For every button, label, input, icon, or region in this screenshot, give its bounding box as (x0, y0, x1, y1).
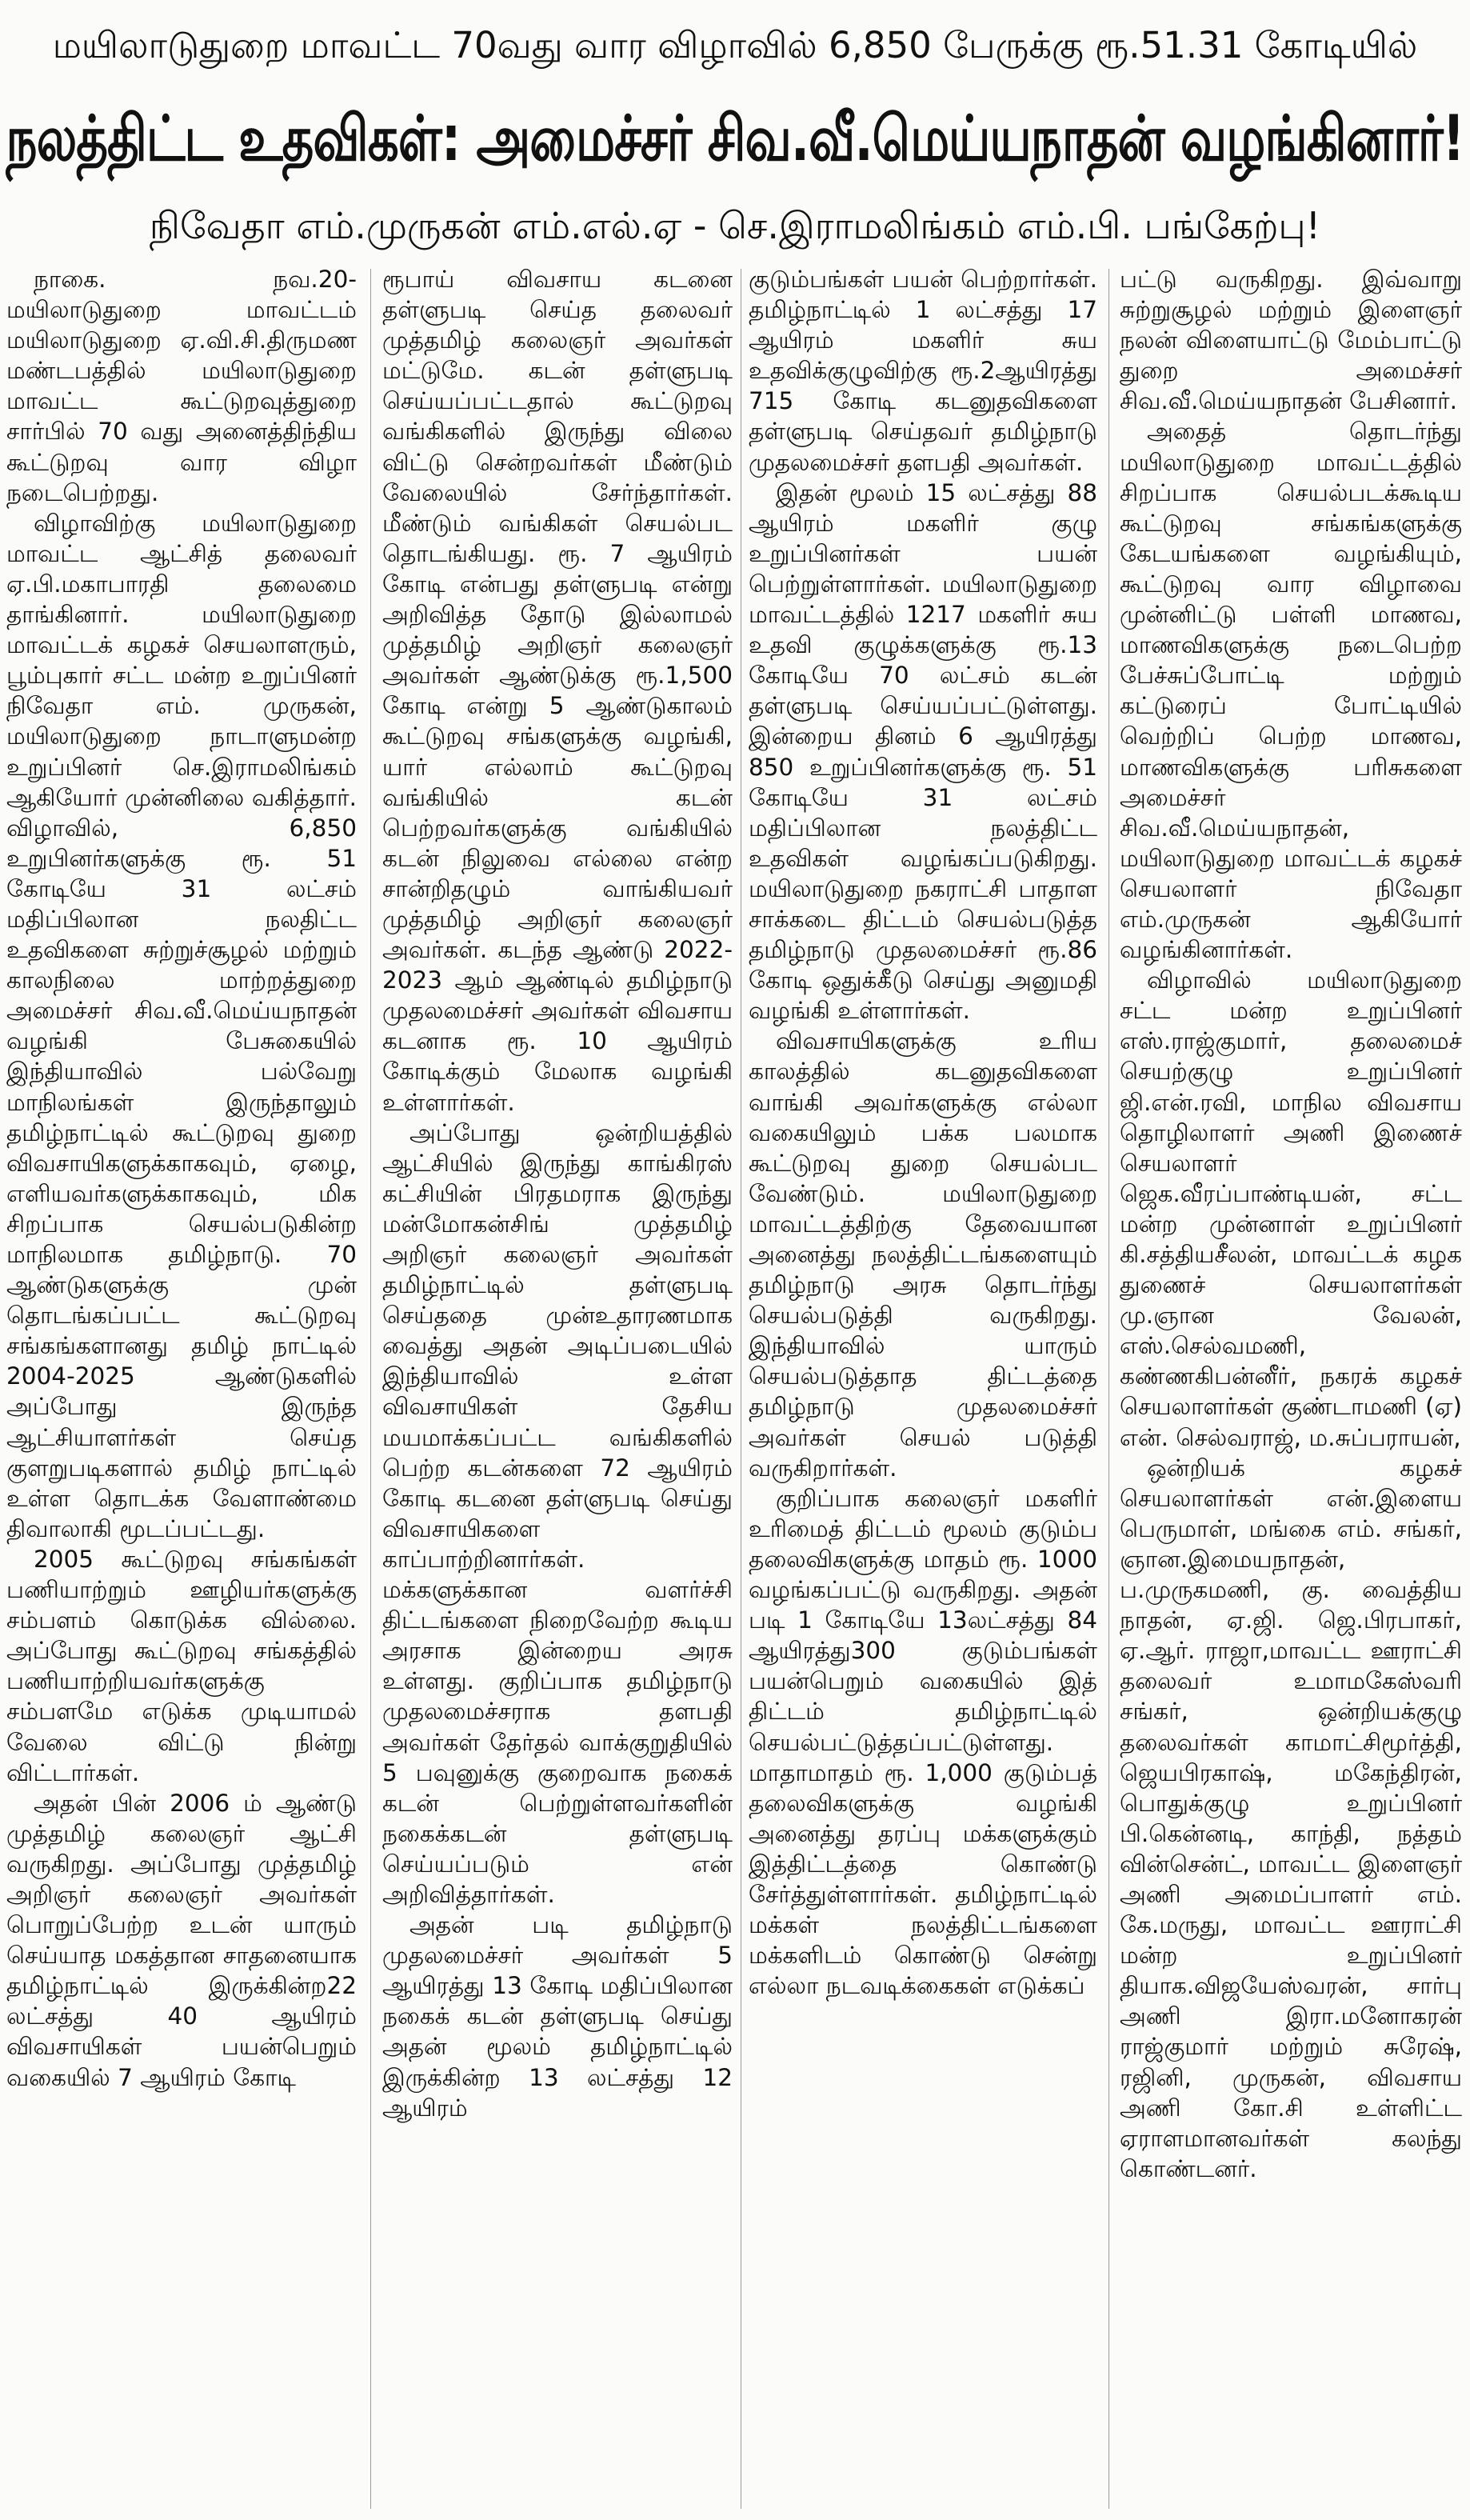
paragraph: அதன் பின் 2006 ம் ஆண்டு முத்தமிழ் கலைஞர் ஆட்சி வருகிறது. அப்போது முத்தமிழ் அறிஞர் கலைஞர் அவர்கள் பொறுப்பேற்ற உடன் யாரும் செய்யாத மகத்தான சாதனையாக தமிழ்நாட்டில் இருக்கின்ற22 லட்சத்து 40 ஆயிரம் விவசாயிகள் பயன்பெறும் வகையில் 7 ஆயிரம் கோடி (6, 1789, 365, 2091)
article-subheadline: நிவேதா எம்.முருகன் எம்.எல்.ஏ - செ.இராமலிங்கம் எம்.பி. பங்கேற்பு! (149, 203, 1321, 247)
article-headline: நலத்திட்ட உதவிகள்: அமைச்சர் சிவ.வீ.மெய்யநாதன் வழங்கினார்! (6, 102, 1464, 175)
paragraph: அப்போது ஒன்றியத்தில் ஆட்சியில் இருந்து காங்கிரஸ் கட்சியின் பிரதமராக இருந்து மன்மோகன்சிங் முத்தமிழ் அறிஞர் கலைஞர் அவர்கள் தமிழ்நாட்டில் தள்ளுபடி செய்ததை முன்உதாரணமாக வைத்து அதன் அடிப்படையில் இந்தியாவில் உள்ள விவசாயிகள் தேசிய மயமாக்கப்பட்ட வங்கிகளில் பெற்ற கடன்களை 72 ஆயிரம் கோடி கடனை தள்ளுபடி செய்து விவசாயிகளை காப்பாற்றினார்கள். மக்களுக்கான வளர்ச்சி திட்டங்களை நிறைவேற்ற கூடிய அரசாக இன்றைய அரசு உள்ளது. குறிப்பாக தமிழ்நாடு முதலமைச்சராக தளபதி அவர்கள் தேர்தல் வாக்குறுதியில் 5 பவுனுக்கு குறைவாக நகைக் கடன் பெற்றுள்ளவர்களின் நகைக்கடன் தள்ளுபடி செய்யப்படும் என் அறிவித்தார்கள். (382, 1118, 741, 1908)
paragraph: விழாவிற்கு மயிலாடுதுறை மாவட்ட ஆட்சித் தலைவர் ஏ.பி.மகாபாரதி தலைமை தாங்கினார். மயிலாடுதுறை மாவட்டக் கழகச் செயலாளரும், பூம்புகார் சட்ட மன்ற உறுப்பினர் நிவேதா எம். முருகன், மயிலாடுதுறை நாடாளுமன்ற உறுப்பினர் செ.இராமலிங்கம் ஆகியோர் முன்னிலை வகித்தார். விழாவில், 6,850 உறுபினர்களுக்கு ரூ. 51 கோடியே 31 லட்சம் மதிப்பிலான நலதிட்ட உதவிகளை சுற்றுச்சூழல் மற்றும் காலநிலை மாற்றத்துறை அமைச்சர் சிவ.வீ.மெய்யநாதன் வழங்கி பேசுகையில் இந்தியாவில் பல்வேறு மாநிலங்கள் இருந்தாலும் தமிழ்நாட்டில் கூட்டுறவு துறை விவசாயிகளுக்காகவும், ஏழை, எளியவர்களுக்காகவும், மிக சிறப்பாக செயல்படுகின்ற மாநிலமாக தமிழ்நாடு. 70 ஆண்டுகளுக்கு முன் தொடங்கப்பட்ட கூட்டுறவு சங்கங்களானது தமிழ் நாட்டில் 2004-2025 ஆண்டுகளில் அப்போது இருந்த ஆட்சியாளர்கள் செய்த குளறுபடிகளால் தமிழ் நாட்டில் உள்ள தொடக்க வேளாண்மை திவாலாகி மூடப்பட்டது. (6, 509, 365, 1542)
paragraph: ஒன்றியக் கழகச் செயலாளர்கள் என்.இளைய பெருமாள், மங்கை எம். சங்கர், ஞான.இமையநாதன், ப.முருகமணி, கு. வைத்திய நாதன், ஏ.ஜி. ஜெ.பிரபாகர், ஏ.ஆர். ராஜா,மாவட்ட ஊராட்சி தலைவர் உமாமகேஸ்வரி சங்கர், ஒன்றியக்குழு தலைவர்கள் காமாட்சிமூர்த்தி, ஜெயபிரகாஷ், மகேந்திரன், பொதுக்குழு உறுப்பினர் பி.கென்னடி, காந்தி, நத்தம் வின்சென்ட், மாவட்ட இளைஞர் அணி அமைப்பாளர் எம். கே.மருது, மாவட்ட ஊராட்சி மன்ற உறுப்பினர் தியாக.விஜயேஸ்வரன், சார்பு அணி இரா.மனோகரன் ராஜ்குமார் மற்றும் சுரேஷ், ரஜினி, முருகன், விவசாய அணி கோ.சி உள்ளிட்ட ஏராளமானவர்கள் கலந்து கொண்டனர். (1120, 1454, 1470, 2182)
paragraph: 2005 கூட்டுறவு சங்கங்கள் பணியாற்றும் ஊழியர்களுக்கு சம்பளம் கொடுக்க வில்லை. அப்போது கூட்டுறவு சங்கத்தில் பணியாற்றியவர்களுக்கு சம்பளமே எடுக்க முடியாமல் வேலை விட்டு நின்று விட்டார்கள். (6, 1545, 365, 1786)
column-divider (1108, 269, 1109, 2509)
article-column-2 (382, 264, 741, 2514)
article-kicker: மயிலாடுதுறை மாவட்ட 70வது வார விழாவில் 6,850 பேருக்கு ரூ.51.31 கோடியில் (52, 23, 1418, 66)
paragraph: விழாவில் மயிலாடுதுறை சட்ட மன்ற உறுப்பினர் எஸ்.ராஜ்குமார், தலைமைச் செயற்குழு உறுப்பினர் ஜி.என்.ரவி, மாநில விவசாய தொழிலாளர் அணி இணைச் செயலாளர் ஜெக.வீரப்பாண்டியன், சட்ட மன்ற முன்னாள் உறுப்பினர் கி.சத்தியசீலன், மாவட்டக் கழக துணைச் செயலாளர்கள் மு.ஞான வேலன், எஸ்.செல்வமணி, கண்ணகிபன்னீர், நகரக் கழகச் செயலாளர்கள் குண்டாமணி (ஏ) என். செல்வராஜ், ம.சுப்பராயன், (1120, 966, 1470, 1451)
column-divider (370, 269, 371, 2509)
paragraph: விவசாயிகளுக்கு உரிய காலத்தில் கடனுதவிகளை வாங்கி அவர்களுக்கு எல்லா வகையிலும் பக்க பலமாக கூட்டுறவு துறை செயல்பட வேண்டும். மயிலாடுதுறை மாவட்டத்திற்கு தேவையான அனைத்து நலத்திட்டங்களையும் தமிழ்நாடு அரசு தொடர்ந்து செயல்படுத்தி வருகிறது. இந்தியாவில் யாரும் செயல்படுத்தாத திட்டத்தை தமிழ்நாடு முதலமைச்சர் அவர்கள் செயல் படுத்தி வருகிறார்கள். (749, 1027, 1105, 1482)
paragraph: இதன் மூலம் 15 லட்சத்து 88 ஆயிரம் மகளிர் குழு உறுப்பினர்கள் பயன் பெற்றுள்ளார்கள். மயிலாடுதுறை மாவட்டத்தில் 1217 மகளிர் சுய உதவி குழுக்களுக்கு ரூ.13 கோடியே 70 லட்சம் கடன் தள்ளுபடி செய்யப்பட்டுள்ளது. இன்றைய தினம் 6 ஆயிரத்து 850 உறுப்பினர்களுக்கு ரூ. 51 கோடியே 31 லட்சம் மதிப்பிலான நலத்திட்ட உதவிகள் வழங்கப்படுகிறது. மயிலாடுதுறை நகராட்சி பாதாள சாக்கடை திட்டம் செயல்படுத்த தமிழ்நாடு முதலமைச்சர் ரூ.86 கோடி ஒதுக்கீடு செய்து அனுமதி வழங்கி உள்ளார்கள். (749, 478, 1105, 1025)
article-body (0, 264, 1470, 2516)
paragraph: அதைத் தொடர்ந்து மயிலாடுதுறை மாவட்டத்தில் சிறப்பாக செயல்படக்கூடிய கூட்டுறவு சங்கங்களுக்கு கேடயங்களை வழங்கியும், கூட்டுறவு வார விழாவை முன்னிட்டு பள்ளி மாணவ, மாணவிகளுக்கு நடைபெற்ற பேச்சுப்போட்டி மற்றும் கட்டுரைப் போட்டியில் வெற்றிப் பெற்ற மாணவ, மாணவிகளுக்கு பரிசுகளை அமைச்சர் சிவ.வீ.மெய்யநாதன், மயிலாடுதுறை மாவட்டக் கழகச் செயலாளர் நிவேதா எம்.முருகன் ஆகியோர் வழங்கினார்கள். (1120, 418, 1470, 964)
article-column-3 (749, 264, 1105, 2514)
paragraph: குடும்பங்கள் பயன் பெற்றார்கள். தமிழ்நாட்டில் 1 லட்சத்து 17 ஆயிரம் மகளிர் சுய உதவிக்குழுவிற்கு ரூ.2ஆயிரத்து 715 கோடி கடனுதவிகளை தள்ளுபடி செய்தவர் தமிழ்நாடு முதலமைச்சர் தளபதி அவர்கள். (749, 266, 1105, 476)
paragraph: அதன் படி தமிழ்நாடு முதலமைச்சர் அவர்கள் 5 ஆயிரத்து 13 கோடி மதிப்பிலான நகைக் கடன் தள்ளுபடி செய்து அதன் மூலம் தமிழ்நாட்டில் இருக்கின்ற 13 லட்சத்து 12 ஆயிரம் (382, 1911, 741, 2122)
paragraph: குறிப்பாக கலைஞர் மகளிர் உரிமைத் திட்டம் மூலம் குடும்ப தலைவிகளுக்கு மாதம் ரூ. 1000 வழங்கப்பட்டு வருகிறது. அதன் படி 1 கோடியே 13லட்சத்து 84 ஆயிரத்து300 குடும்பங்கள் பயன்பெறும் வகையில் இத் திட்டம் தமிழ்நாட்டில் செயல்பட்டுத்தப்பட்டுள்ளது. மாதாமாதம் ரூ. 1,000 குடும்பத் தலைவிகளுக்கு வழங்கி அனைத்து தரப்பு மக்களுக்கும் இத்திட்டத்தை கொண்டு சேர்த்துள்ளார்கள். தமிழ்நாட்டில் மக்கள் நலத்திட்டங்களை மக்களிடம் கொண்டு சென்று எல்லா நடவடிக்கைகள் எடுக்கப் (749, 1484, 1105, 2000)
paragraph: ரூபாய் விவசாய கடனை தள்ளுபடி செய்த தலைவர் முத்தமிழ் கலைஞர் அவர்கள் மட்டுமே. கடன் தள்ளுபடி செய்யப்பட்டதால் கூட்டுறவு வங்கிகளில் இருந்து விலை விட்டு சென்றவர்கள் மீண்டும் வேலையில் சேர்ந்தார்கள். மீண்டும் வங்கிகள் செயல்பட தொடங்கியது. ரூ. 7 ஆயிரம் கோடி என்பது தள்ளுபடி என்று அறிவித்த தோடு இல்லாமல் முத்தமிழ் அறிஞர் கலைஞர் அவர்கள் ஆண்டுக்கு ரூ.1,500 கோடி என்று 5 ஆண்டுகாலம் கூட்டுறவு சங்களுக்கு வழங்கி, யார் எல்லாம் கூட்டுறவு வங்கியில் கடன் பெற்றவர்களுக்கு வங்கியில் கடன் நிலுவை எல்லை என்ற சான்றிதழும் வாங்கியவர் முத்தமிழ் அறிஞர் கலைஞர் அவர்கள். கடந்த ஆண்டு 2022-2023 ஆம் ஆண்டில் தமிழ்நாடு முதலமைச்சர் அவர்கள் விவசாய கடனாக ரூ. 10 ஆயிரம் கோடிக்கும் மேலாக வழங்கி உள்ளார்கள். (382, 266, 741, 1116)
paragraph: பட்டு வருகிறது. இவ்வாறு சுற்றுசூழல் மற்றும் இளைஞர் நலன் விளையாட்டு மேம்பாட்டு துறை அமைச்சர் சிவ.வீ.மெய்யநாதன் பேசினார். (1120, 266, 1470, 415)
article-column-1 (6, 264, 365, 2514)
article-column-4 (1120, 264, 1470, 2514)
paragraph: நாகை. நவ.20- மயிலாடுதுறை மாவட்டம் மயிலாடுதுறை ஏ.வி.சி.திருமண மண்டபத்தில் மயிலாடுதுறை மாவட்ட கூட்டுறவுத்துறை சார்பில் 70 வது அனைத்திந்திய கூட்டுறவு வார விழா நடைபெற்றது. (6, 266, 365, 506)
